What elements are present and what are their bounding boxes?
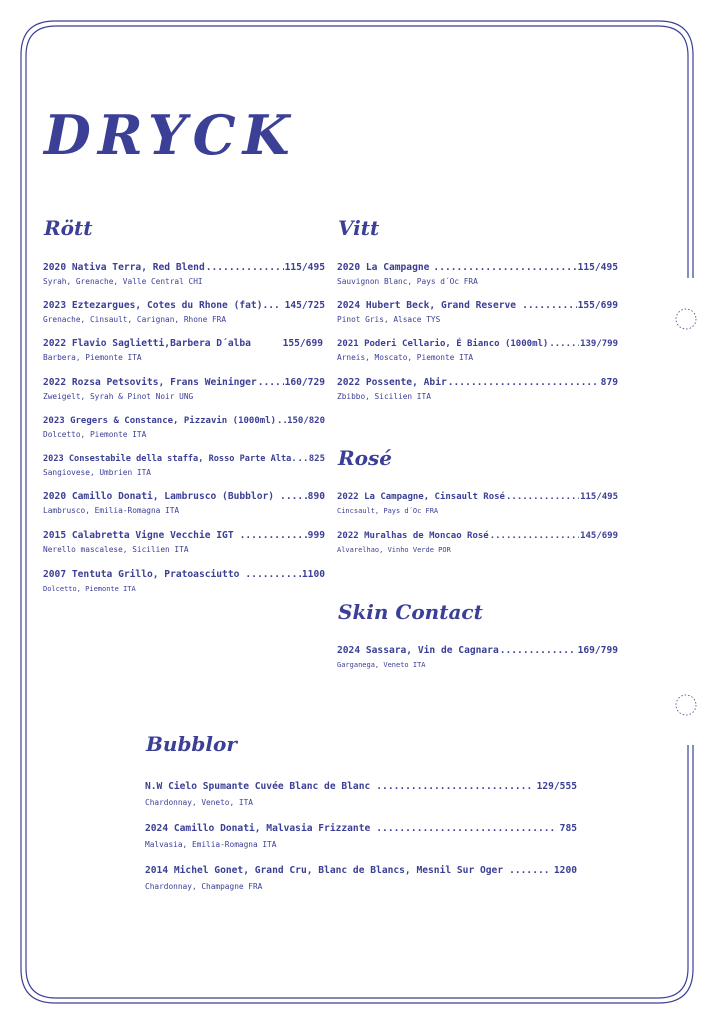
menu-title: DRYCK xyxy=(44,103,297,167)
wine-price: 115/495 xyxy=(580,492,618,502)
wine-description: Malvasia, Emilia-Romagna ITA xyxy=(145,840,277,849)
wine-name: 2022 La Campagne, Cinsault Rosé xyxy=(337,492,505,502)
wine-name: 2020 La Campagne xyxy=(337,262,430,273)
wine-price: 890 xyxy=(307,491,325,502)
wine-price: 160/729 xyxy=(284,377,325,388)
list-item xyxy=(337,377,618,402)
list-item xyxy=(43,569,325,594)
wine-price: 879 xyxy=(600,377,618,388)
dot-leader xyxy=(206,262,284,274)
wine-description: Zweigelt, Syrah & Pinot Noir UNG xyxy=(43,392,194,401)
wine-description: Pinot Gris, Alsace TYS xyxy=(337,315,441,324)
list-item xyxy=(43,491,325,516)
wine-price: 155/699 xyxy=(282,338,323,349)
list-item xyxy=(337,300,618,325)
section-heading: Skin Contact xyxy=(338,600,483,624)
wine-price: 145/725 xyxy=(284,300,325,311)
wine-description: Syrah, Grenache, Valle Central CHI xyxy=(43,277,203,286)
list-item xyxy=(43,300,325,325)
list-item xyxy=(43,338,323,363)
wine-description: Dolcetto, Piemonte ITA xyxy=(43,585,136,593)
list-item xyxy=(43,262,325,287)
list-item xyxy=(337,530,618,555)
wine-name: 2021 Poderi Cellario, É Bianco (1000ml) xyxy=(337,339,549,349)
list-item xyxy=(337,338,618,363)
dot-leader xyxy=(506,491,579,503)
section-heading: Bubblor xyxy=(146,732,237,756)
wine-name: 2007 Tentuta Grillo, Pratoasciutto xyxy=(43,569,240,580)
wine-description: Nerello mascalese, Sicilien ITA xyxy=(43,545,189,554)
dot-leader xyxy=(245,569,301,581)
wine-name: 2023 Consestabile della staffa, Rosso Parte Alta. xyxy=(43,454,297,464)
list-item xyxy=(145,781,577,808)
wine-name: 2020 Nativa Terra, Red Blend xyxy=(43,262,205,273)
dot-leader xyxy=(522,300,577,312)
list-item xyxy=(145,865,577,892)
wine-price: 155/699 xyxy=(577,300,618,311)
wine-price: 145/699 xyxy=(580,531,618,541)
dot-leader xyxy=(240,530,307,542)
section-heading: Rosé xyxy=(338,446,392,470)
list-item xyxy=(337,645,618,670)
wine-name: 2024 Sassara, Vin de Cagnara xyxy=(337,645,499,656)
wine-description: Sangiovese, Umbrien ITA xyxy=(43,468,151,477)
dot-leader xyxy=(258,377,284,389)
wine-description: Chardonnay, Champagne FRA xyxy=(145,882,263,891)
wine-price: 129/555 xyxy=(536,781,577,792)
wine-price: 115/495 xyxy=(284,262,325,273)
wine-name: 2023 Eztezargues, Cotes du Rhone (fat)... xyxy=(43,300,280,311)
list-item xyxy=(145,823,577,850)
list-item xyxy=(43,453,325,478)
wine-name: N.W Cielo Spumante Cuvée Blanc de Blanc xyxy=(145,781,371,792)
punch-hole-bottom xyxy=(676,695,696,715)
wine-description: Arneis, Moscato, Piemonte ITA xyxy=(337,353,474,362)
wine-price: 1200 xyxy=(553,865,577,876)
dot-leader xyxy=(490,530,579,542)
wine-price: 785 xyxy=(559,823,577,834)
dot-leader xyxy=(509,865,548,877)
list-item xyxy=(43,377,325,402)
wine-description: Zbibbo, Sicilien ITA xyxy=(337,392,431,401)
dot-leader xyxy=(376,781,530,793)
wine-name: 2015 Calabretta Vigne Vecchie IGT xyxy=(43,530,234,541)
wine-name: 2022 Rozsa Petsovits, Frans Weininger xyxy=(43,377,257,388)
wine-price: 169/799 xyxy=(577,645,618,656)
wine-name: 2022 Flavio Saglietti,Barbera D´alba xyxy=(43,338,251,349)
dot-leader xyxy=(448,377,600,389)
dot-leader xyxy=(280,491,307,503)
wine-price: 115/495 xyxy=(577,262,618,273)
dot-leader xyxy=(277,415,286,427)
dot-leader xyxy=(376,823,553,835)
wine-name: 2020 Camillo Donati, Lambrusco (Bubblor) xyxy=(43,491,275,502)
section-heading: Vitt xyxy=(338,216,380,240)
wine-price: 1100 xyxy=(301,569,325,580)
wine-name: 2014 Michel Gonet, Grand Cru, Blanc de Blancs, Mesnil Sur Oger xyxy=(145,865,504,876)
dot-leader xyxy=(298,453,308,465)
dot-leader xyxy=(500,645,577,657)
list-item xyxy=(337,262,618,287)
wine-description: Garganega, Veneto ITA xyxy=(337,661,426,669)
wine-name: 2022 Muralhas de Moncao Rosé xyxy=(337,531,489,541)
wine-price: 150/820 xyxy=(287,416,325,426)
wine-price: 999 xyxy=(307,530,325,541)
wine-description: Cincsault, Pays d´Oc FRA xyxy=(337,507,439,515)
wine-name: 2024 Hubert Beck, Grand Reserve xyxy=(337,300,517,311)
list-item xyxy=(43,415,325,440)
wine-description: Grenache, Cinsault, Carignan, Rhone FRA xyxy=(43,315,227,324)
list-item xyxy=(43,530,325,555)
wine-name: 2024 Camillo Donati, Malvasia Frizzante xyxy=(145,823,371,834)
wine-price: 825 xyxy=(308,454,325,464)
wine-description: Sauvignon Blanc, Pays d´Oc FRA xyxy=(337,277,478,286)
wine-name: 2022 Possente, Abir xyxy=(337,377,447,388)
wine-price: 139/799 xyxy=(580,339,618,349)
wine-description: Alvarelhao, Vinho Verde POR xyxy=(337,546,451,554)
wine-description: Dolcetto, Piemonte ITA xyxy=(43,430,147,439)
punch-hole-top xyxy=(676,309,696,329)
wine-description: Barbera, Piemonte ITA xyxy=(43,353,142,362)
section-heading: Rött xyxy=(44,216,93,240)
dot-leader xyxy=(433,262,576,274)
list-item xyxy=(337,491,618,516)
wine-name: 2023 Gregers & Constance, Pizzavin (1000ml) xyxy=(43,416,276,426)
dot-leader xyxy=(549,338,579,350)
wine-description: Lambrusco, Emilia-Romagna ITA xyxy=(43,506,180,515)
wine-description: Chardonnay, Veneto, ITA xyxy=(145,798,253,807)
